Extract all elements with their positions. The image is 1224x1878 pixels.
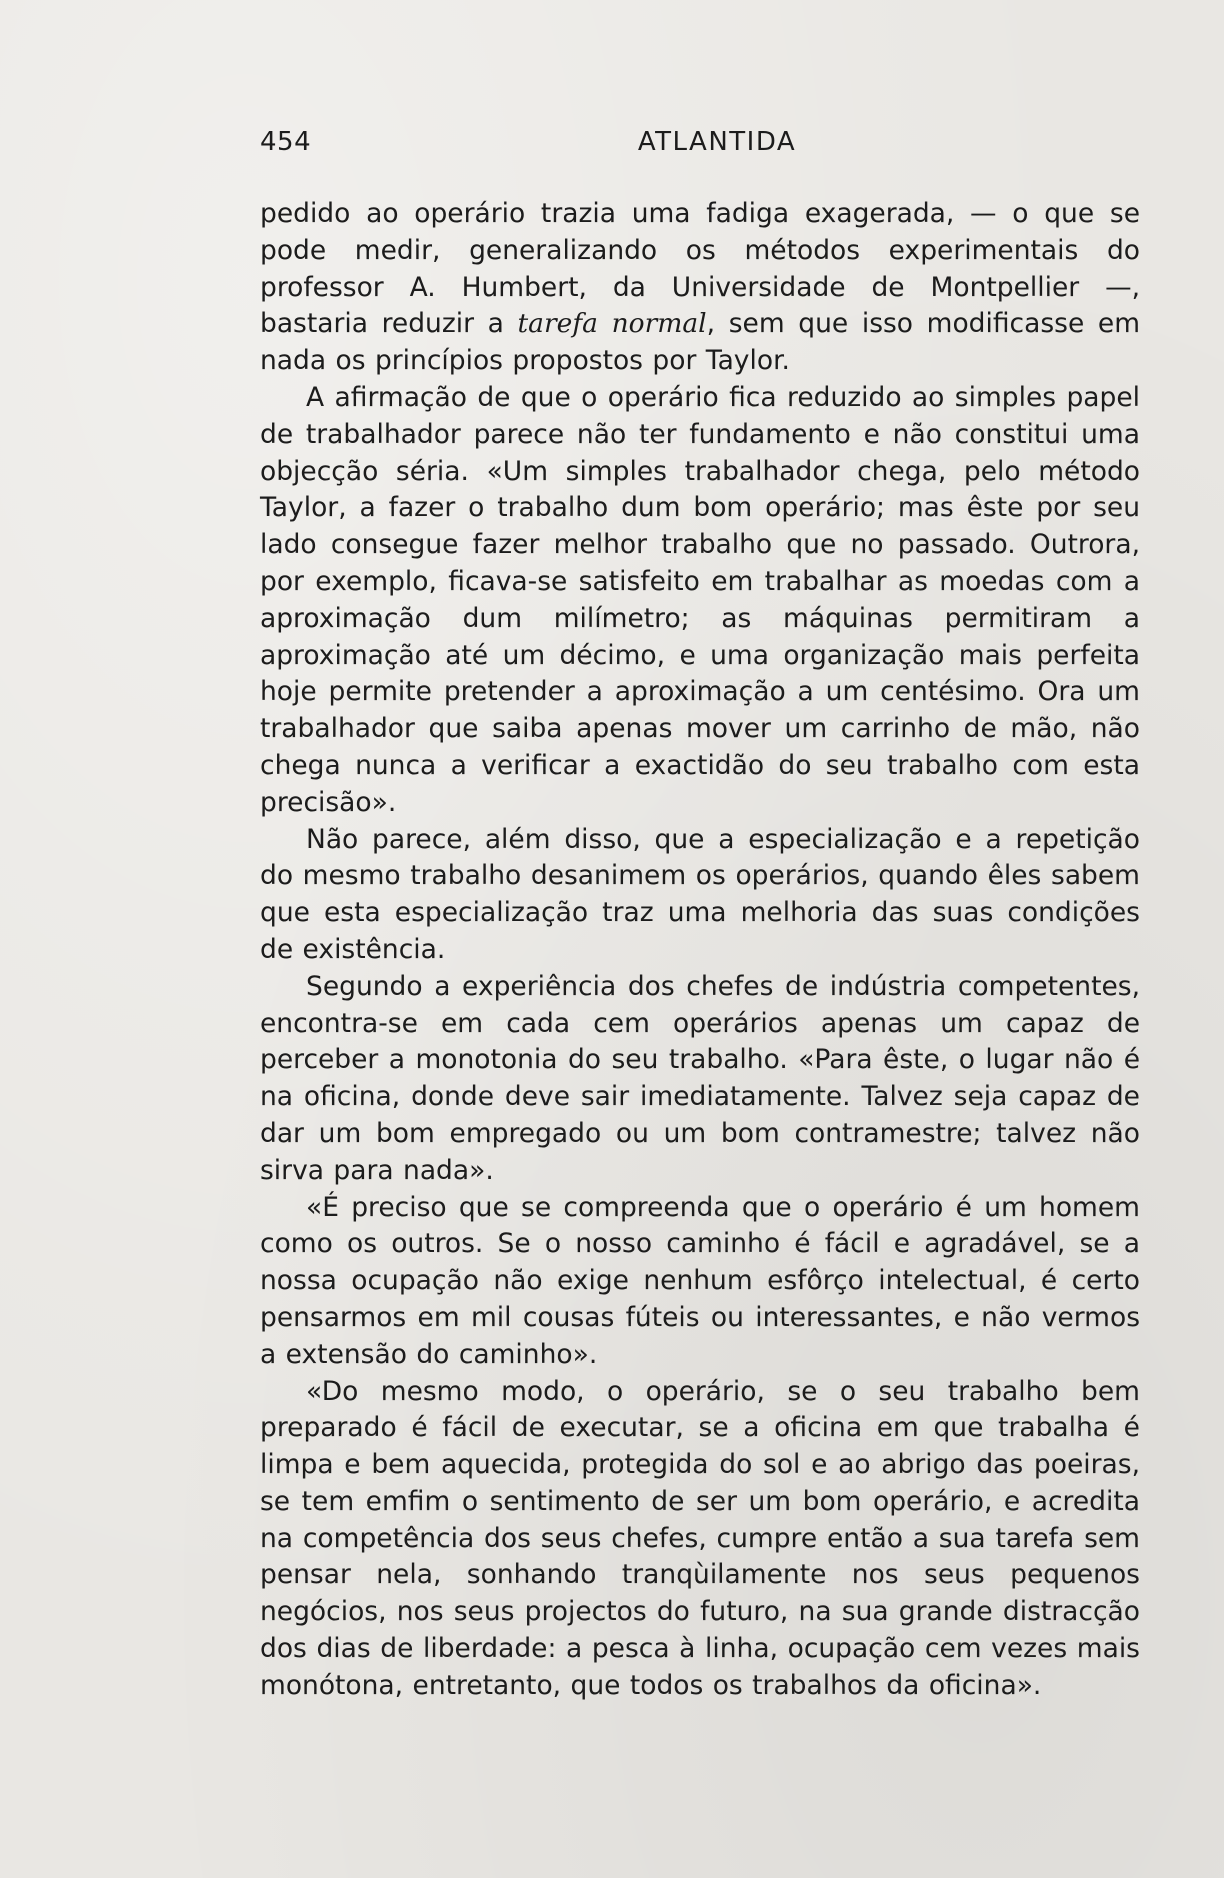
paragraph: Segundo a experiência dos chefes de indústria competentes, encontra-se em cada cem operários apenas um capaz de perceber a monotonia do seu trabalho. «Para êste, o lugar não é na oficina, donde deve sair imediatamente. Talvez seja capaz de dar um bom empregado ou um bom contramestre; talvez não sirva para nada».	[260, 970, 1140, 1186]
paragraph: A afirmação de que o operário fica reduzido ao simples papel de trabalhador parece não ter fundamento e não constitui uma objecção séria. «Um simples trabalhador chega, pelo método Taylor, a fazer o trabalho dum bom operário; mas êste por seu lado consegue fazer melhor trabalho que no passado. Outrora, por exemplo, ficava-se satisfeito em trabalhar as moedas com a aproximação dum milímetro; as máquinas permitiram a aproximação até um décimo, e uma organização mais perfeita hoje permite pretender a aproximação a um centésimo. Ora um trabalhador que saiba apenas mover um carrinho de mão, não chega nunca a verificar a exactidão do seu trabalho com esta precisão».	[260, 381, 1140, 818]
paragraph-continuation	[260, 196, 1140, 380]
paragraph: Não parece, além disso, que a especialização e a repetição do mesmo trabalho desanimem os operários, quando êles sabem que esta especialização traz uma melhoria das suas condições de existência.	[260, 823, 1140, 965]
emphasized-term: tarefa normal	[517, 308, 707, 340]
paragraph-text: pedido ao operário trazia uma fadiga exagerada, — o que se pode medir, generalizando os métodos experimentais do professor A. Humbert, da Universidade de Montpellier —, bastaria reduzir a	[260, 198, 1140, 340]
page-header	[260, 122, 1140, 162]
body-text	[260, 196, 1140, 1705]
paragraph: «É preciso que se compreenda que o operário é um homem como os outros. Se o nosso caminho é fácil e agradável, se a nossa ocupação não exige nenhum esfôrço intelectual, é certo pensarmos em mil cousas fúteis ou interessantes, e não vermos a extensão do caminho».	[260, 1191, 1140, 1370]
paragraph: «Do mesmo modo, o operário, se o seu trabalho bem preparado é fácil de executar, se a oficina em que trabalha é limpa e bem aquecida, protegida do sol e ao abrigo das poeiras, se tem emfim o sentimento de ser um bom operário, e acredita na competência dos seus chefes, cumpre então a sua tarefa sem pensar nela, sonhando tranqùilamente nos seus pequenos negócios, nos seus projectos do futuro, na sua grande distracção dos dias de liberdade: a pesca à linha, ocupação cem vezes mais monótona, entretanto, que todos os trabalhos da oficina».	[260, 1375, 1140, 1701]
page-number: 454	[260, 127, 312, 157]
running-title: ATLANTIDA	[637, 127, 797, 157]
paragraph-text: , sem que isso modificasse em nada os princípios propostos por Taylor.	[260, 308, 1141, 377]
